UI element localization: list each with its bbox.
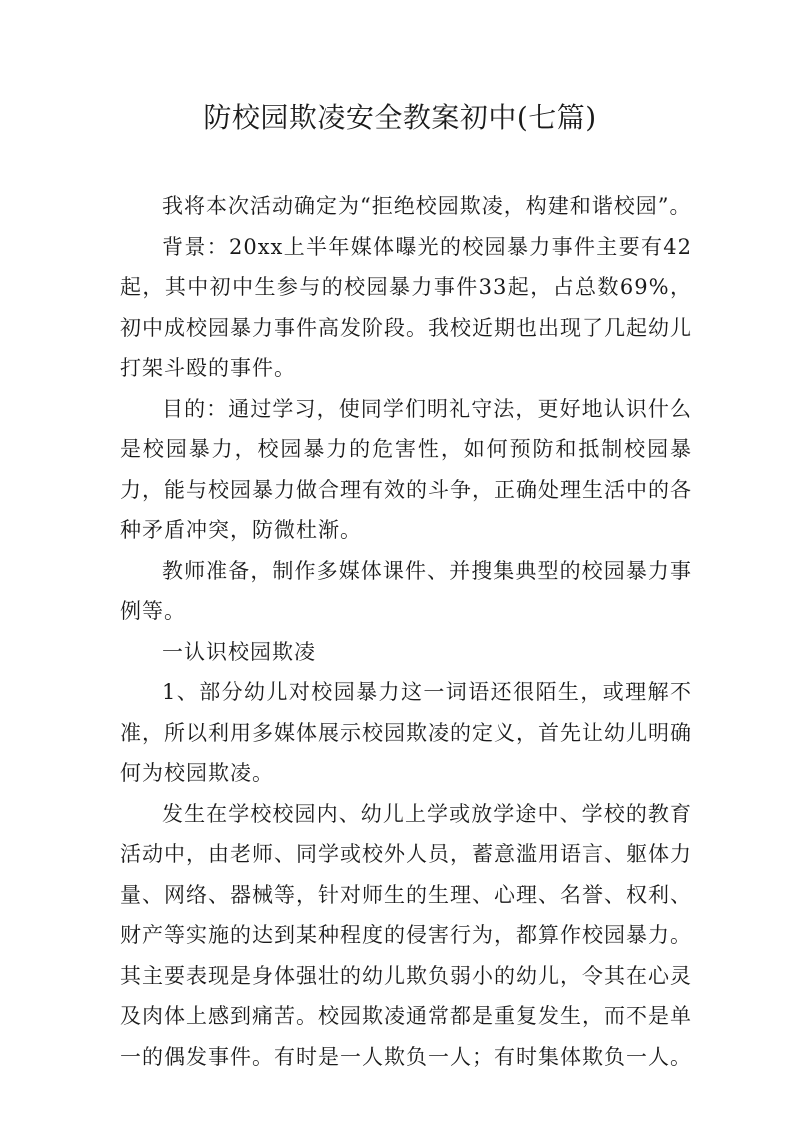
- paragraph-definition: 发生在学校校园内、幼儿上学或放学途中、学校的教育活动中，由老师、同学或校外人员，蓄意滥用语言、躯体力量、网络、器械等，针对师生的生理、心理、名誉、权利、财产等实施的达到某种程度的侵害行为，都算作校园暴力。其主要表现是身体强壮的幼儿欺负弱小的幼儿，令其在心灵及肉体上感到痛苦。校园欺凌通常都是重复发生，而不是单一的偶发事件。有时是一人欺负一人；有时集体欺负一人。: [120, 801, 692, 1069]
- paragraph-background: 背景：20xx上半年媒体曝光的校园暴力事件主要有42起，其中初中生参与的校园暴力事件33起，占总数69%，初中成校园暴力事件高发阶段。我校近期也出现了几起幼儿打架斗殴的事件。: [120, 234, 692, 380]
- paragraph-purpose: 目的：通过学习，使同学们明礼守法，更好地认识什么是校园暴力，校园暴力的危害性，如何预防和抵制校园暴力，能与校园暴力做合理有效的斗争，正确处理生活中的各种矛盾冲突，防微杜渐。: [120, 396, 692, 542]
- document-body: [120, 186, 692, 1077]
- section-heading-recognize-bullying: 一认识校园欺凌: [162, 639, 316, 664]
- paragraph-item-1: 1、部分幼儿对校园暴力这一词语还很陌生，或理解不准，所以利用多媒体展示校园欺凌的定义，首先让幼儿明确何为校园欺凌。: [120, 680, 692, 785]
- paragraph-teacher-preparation: 教师准备，制作多媒体课件、并搜集典型的校园暴力事例等。: [120, 558, 692, 623]
- paragraph-activity-theme: 我将本次活动确定为“拒绝校园欺凌，构建和谐校园”。: [162, 194, 692, 218]
- document-title: 防校园欺凌安全教案初中(七篇): [203, 101, 597, 134]
